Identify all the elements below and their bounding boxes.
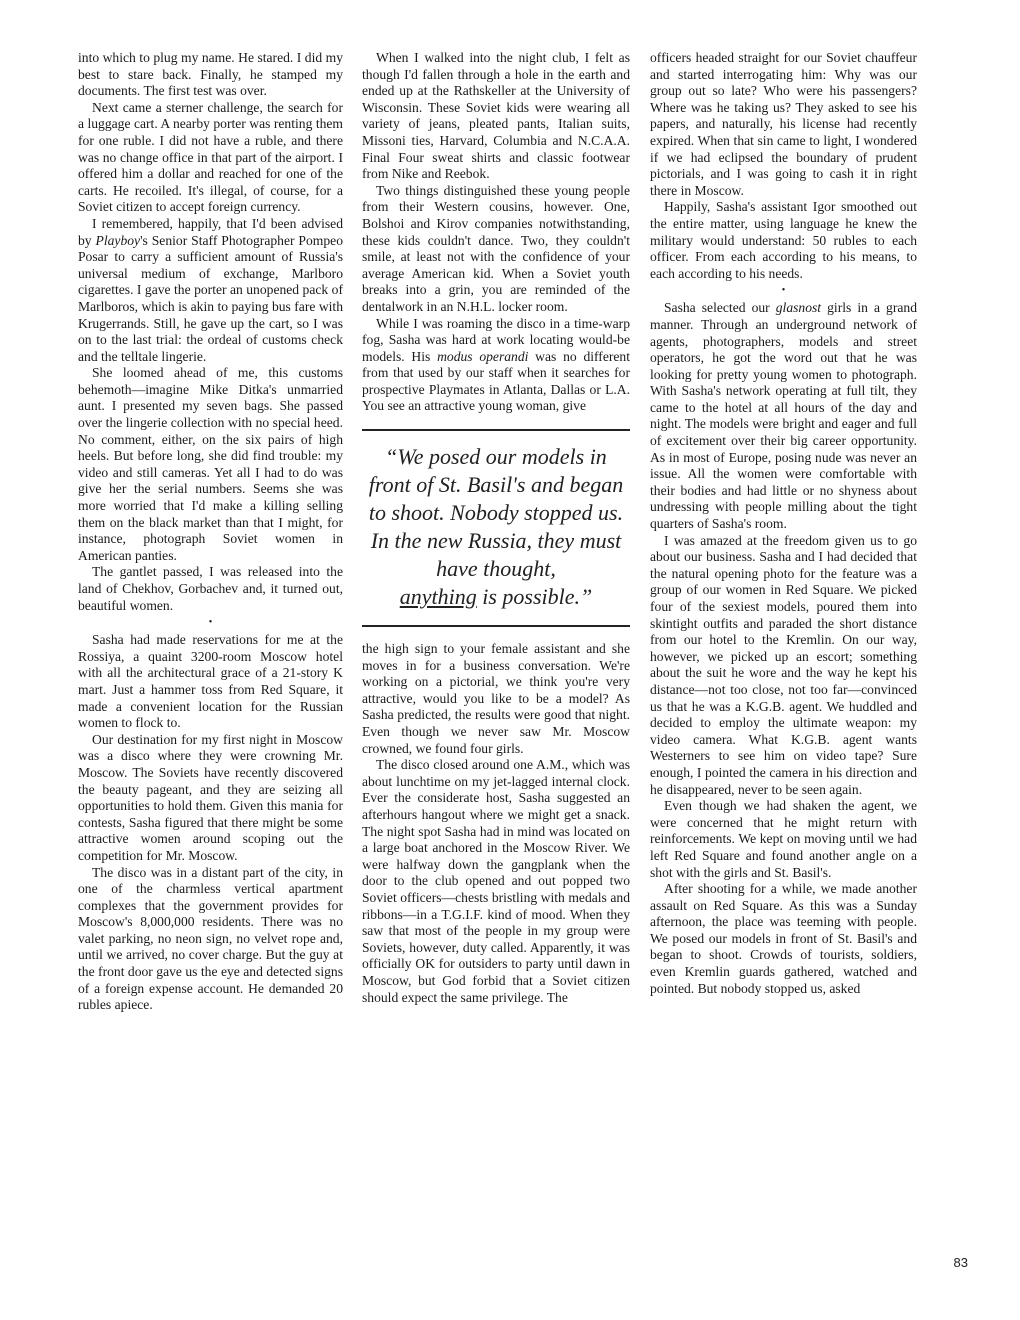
paragraph: Next came a sterner challenge, the search for a luggage cart. A nearby porter was renting them for one ruble. I did not have a ruble, and there was no change office in that part of the airport. I offered him a dollar and reached for one of the carts. He recoiled. It's illegal, of course, for a Soviet citizen to accept foreign currency. (78, 99, 343, 215)
paragraph: The disco was in a distant part of the city, in one of the charmless vertical apartment complexes that the government provides for Moscow's 8,000,000 residents. There was no valet parking, no neon sign, no velvet rope and, until we arrived, no cover charge. But the guy at the front door gave us the eye and detected signs of a foreign expense account. He demanded 20 rubles apiece. (78, 864, 343, 1013)
paragraph: I remembered, happily, that I'd been advised by Playboy's Senior Staff Photographer Pompeo Posar to carry a sufficient amount of Russia's universal medium of exchange, Marlboro cigarettes. I gave the porter an unopened pack of Marlboros, which is akin to paying bus fare with Krugerrands. Still, he gave up the cart, so I was on to the last trial: the ordeal of customs check and the telltale lingerie. (78, 215, 343, 364)
paragraph: The gantlet passed, I was released into the land of Chekhov, Gorbachev and, it turned out, beautiful women. (78, 564, 343, 613)
magazine-name: Playboy (95, 232, 141, 248)
paragraph: After shooting for a while, we made another assault on Red Square. As this was a Sunday afternoon, the place was teeming with people. We posed our models in front of St. Basil's and began to shoot. Crowds of tourists, soldiers, even Kremlin guards gathered, watched and pointed. But nobody stopped us, asked (650, 881, 917, 996)
paragraph: into which to plug my name. He stared. I did my best to stare back. Finally, he stamped my documents. The first test was over. (78, 50, 343, 99)
paragraph: I was amazed at the freedom given us to go about our business. Sasha and I had decided that the natural opening photo for the feature was a group of our women in Red Square. We picked four of the sexiest models, poured them into skintight outfits and paraded the short distance from our hotel to the Kremlin. On our way, however, we picked up an escort; something about the suit he wore and the way he kept his distance—not too close, not too far—convinced us that he was a K.G.B. agent. We huddled and decided to employ the ultimate weapon: my video camera. What K.G.B. agent wants Westerners to see him on video tape? Sure enough, I pointed the camera in his direction and he disappeared, never to be seen again. (650, 532, 917, 797)
column-1 (78, 50, 343, 1014)
paragraph: She loomed ahead of me, this customs behemoth—imagine Mike Ditka's unmarried aunt. I presented my seven bags. She passed over the lingerie collection with no special heed. No comment, either, on the six pairs of high heels. But before long, she did find trouble: my video and still cameras. Yet all I had to do was give her the serial numbers. Seems she was more worried that I'd make a killing selling them on the black market than that I might, for instance, photograph Soviet women in American panties. (78, 365, 343, 563)
paragraph: When I walked into the night club, I felt as though I'd fallen through a hole in the earth and ended up at the Rathskeller at the University of Wisconsin. These Soviet kids were wearing all variety of jeans, pleated pants, Italian suits, Missoni ties, Harvard, Columbia and N.C.A.A. Final Four sweat shirts and classic footwear from Nike and Reebok. (362, 50, 630, 182)
paragraph: officers headed straight for our Soviet chauffeur and started interrogating him: Why was our group out so late? Who were his passengers? Where was he taking us? They asked to see his papers, and naturally, his license had recently expired. When that sin came to light, I wondered if we had eclipsed the boundary of prudent pictorials, and I was going to cash it in right there in Moscow. (650, 50, 917, 198)
paragraph: Two things distinguished these young people from their Western cousins, however. One, Bolshoi and Kirov companies notwithstanding, these kids couldn't dance. Two, they couldn't smile, at least not with the confidence of your average American kid. When a Soviet youth breaks into a grin, you are reminded of the dentalwork in an N.H.L. locker room. (362, 182, 630, 314)
emphasis: anything (399, 584, 477, 610)
pull-quote: “We posed our models in front of St. Basil's and began to shoot. Nobody stopped us. In the new Russia, they must have thought, anything is possible.” (362, 429, 630, 627)
paragraph: Sasha selected our glasnost girls in a grand manner. Through an underground network of agents, photographers, models and street operators, he got the word out that he was looking for pretty young women to photograph. With Sasha's network operating at full tilt, they came to the hotel at all hours of the day and night. The models were bright and eager and full of excitement over their big career opportunity. As in most of Europe, posing nude was never an issue. All the women were comfortable with their bodies and had little or no shyness about undressing with people milling about the tight quarters of Sasha's room. (650, 300, 917, 532)
paragraph: The disco closed around one A.M., which was about lunchtime on my jet-lagged internal clock. Ever the considerate host, Sasha suggested an afterhours hangout where we might get a snack. The night spot Sasha had in mind was located on a large boat anchored in the Moscow River. We were halfway down the gangplank when the door to the club opened and out popped two Soviet officers—chests bristling with medals and ribbons—in a T.G.I.F. kind of mood. When they saw that most of the people in my group were Soviets, however, duty called. Apparently, it was officially OK for outsiders to party until dawn in Moscow, but God forbid that a Soviet citizen should expect the same privilege. The (362, 757, 630, 1005)
section-bullet: • (781, 285, 786, 297)
emphasis: glasnost (775, 300, 822, 316)
paragraph: the high sign to your female assistant and she moves in for a business conversation. We're working on a pictorial, we think you're very attractive, would you like to be a model? As Sasha predicted, the results were good that night. Even though we never saw Mr. Moscow crowned, we found four girls. (362, 641, 630, 756)
column-2 (362, 50, 630, 1006)
paragraph: Happily, Sasha's assistant Igor smoothed out the entire matter, using language he knew the military would understand: 50 rubles to each officer. From each according to his means, to each according to his needs. (650, 199, 917, 281)
paragraph: Sasha had made reservations for me at the Rossiya, a quaint 3200-room Moscow hotel with all the architectural grace of a 21-story K mart. Just a hammer toss from Red Square, it made a convenient location for the Russian women to flock to. (78, 632, 343, 731)
page-number: 83 (953, 1255, 968, 1270)
paragraph: Our destination for my first night in Moscow was a disco where they were crowning Mr. Moscow. The Soviets have recently discovered the beauty pageant, and they are seizing all opportunities to hold them. Given this mania for contests, Sasha figured that there might be some attractive women around scoping out the competition for Mr. Moscow. (78, 731, 343, 863)
section-bullet: • (208, 617, 213, 629)
paragraph: While I was roaming the disco in a time-warp fog, Sasha was hard at work locating would-be models. His modus operandi was no different from that used by our staff when it searches for prospective Playmates in Atlanta, Dallas or L.A. You see an attractive young woman, give (362, 315, 630, 414)
emphasis: modus operandi (437, 348, 529, 364)
paragraph: Even though we had shaken the agent, we were concerned that he might return with reinforcements. We kept on moving until we had left Red Square and found another angle on a shot with the girls and St. Basil's. (650, 798, 917, 880)
column-3 (650, 50, 917, 997)
